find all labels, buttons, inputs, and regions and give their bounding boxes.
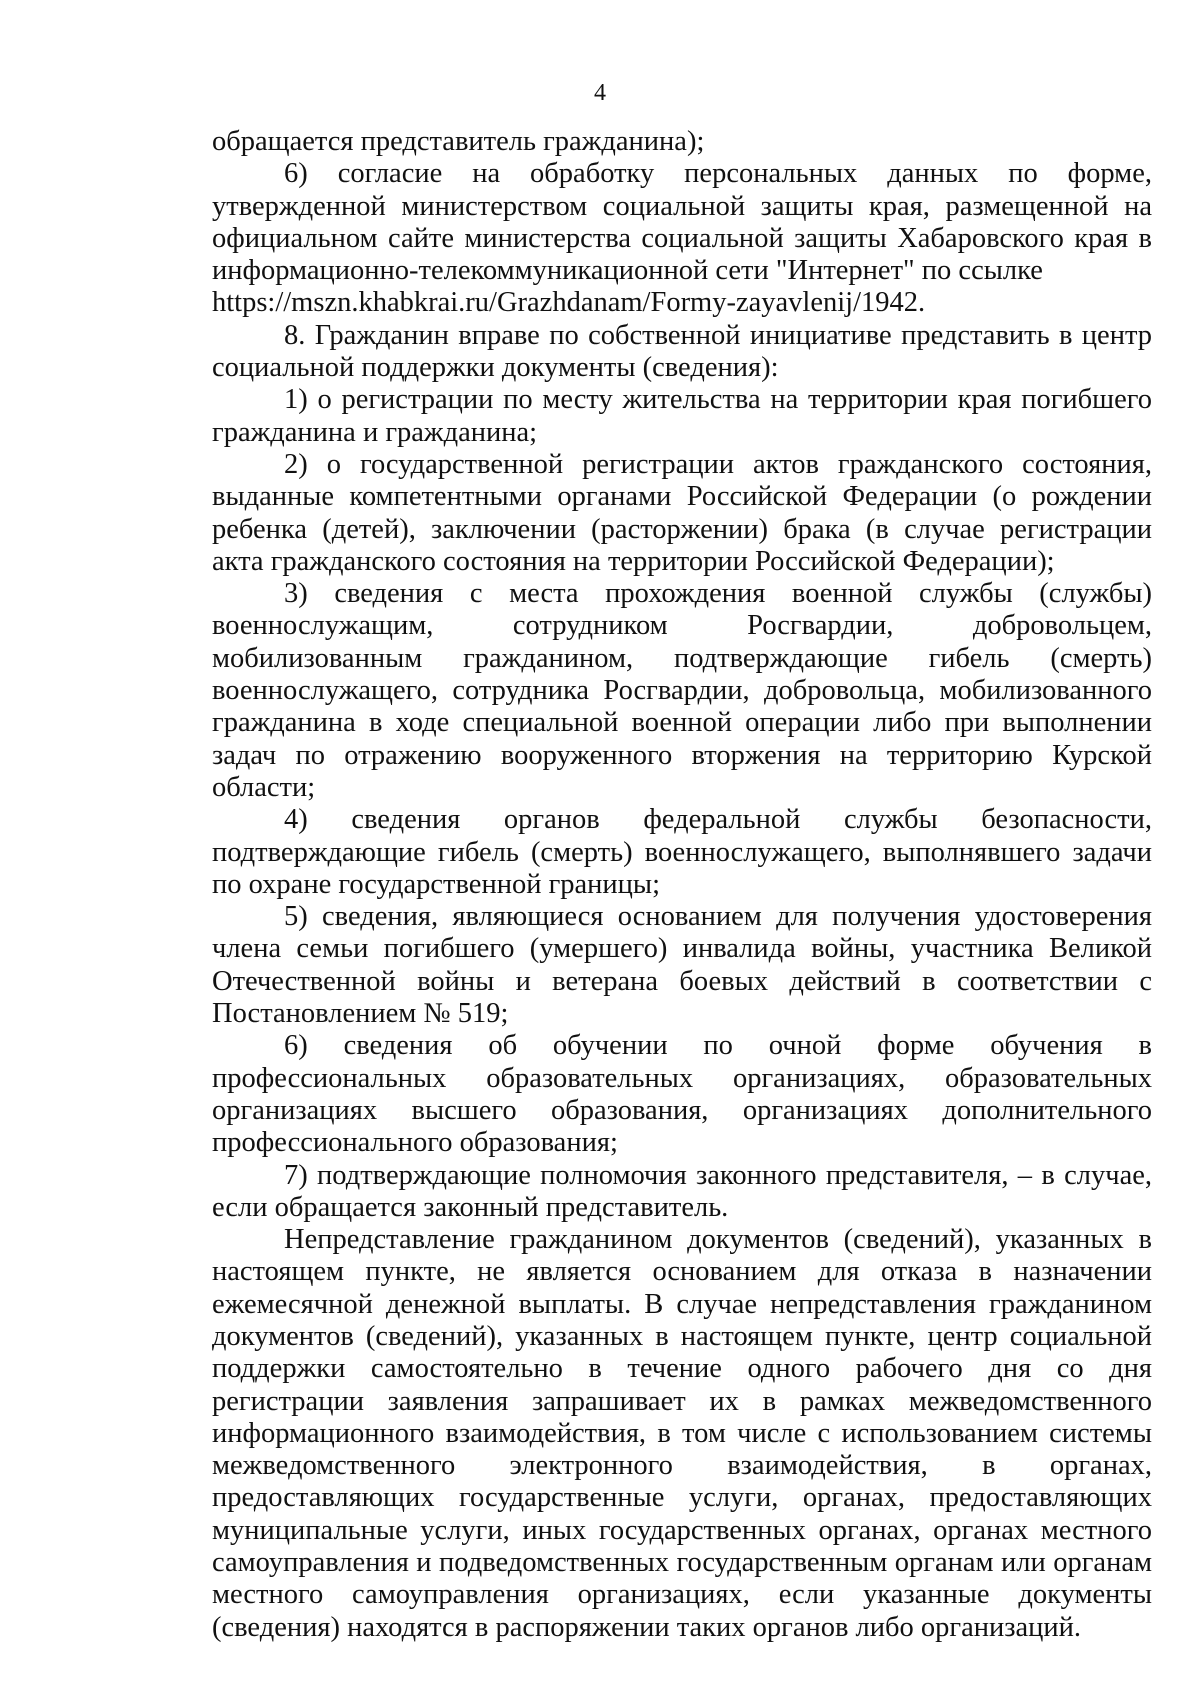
list-item-7-representative: 7) подтверждающие полномочия законного представителя, – в случае, если обращается законный представитель. [212,1159,1152,1223]
list-item-3-service-records: 3) сведения с места прохождения военной службы (службы) военнослужащим, сотрудником Росгвардии, добровольцем, мобилизованным гражданином, подтверждающие гибель (смерть) военнослужащего, сотрудника Росгвардии, добровольца, мобилизованного гражданина в ходе специальной военной операции либо при выполнении задач по отражению вооруженного вторжения на территорию Курской области; [212,578,1152,803]
list-item-6-consent: 6) согласие на обработку персональных данных по форме, утвержденной министерством социальной защиты края, размещенной на официальном сайте министерства социальной защиты Хабаровского края в информационно-телекоммуникационной сети "Интернет" по ссылке [212,158,1152,287]
list-item-5-certificate-basis: 5) сведения, являющиеся основанием для получения удостоверения члена семьи погибшего (умершего) инвалида войны, участника Великой Отечественной войны и ветерана боевых действий в соответствии с Постановлением № 519; [212,901,1152,1030]
list-item-2-civil-acts: 2) о государственной регистрации актов гражданского состояния, выданные компетентными органами Российской Федерации (о рождении ребенка (детей), заключении (расторжении) брака (в случае регистрации акта гражданского состояния на территории Российской Федерации); [212,448,1152,577]
list-item-1-registration: 1) о регистрации по месту жительства на территории края погибшего гражданина и гражданина; [212,384,1152,448]
paragraph-continuation: обращается представитель гражданина); [212,126,705,157]
closing-paragraph: Непредставление гражданином документов (сведений), указанных в настоящем пункте, не является основанием для отказа в назначении ежемесячной денежной выплаты. В случае непредставления гражданином документов (сведений), указанных в настоящем пункте, центр социальной поддержки самостоятельно в течение одного рабочего дня со дня регистрации заявления запрашивает их в рамках межведомственного информационного взаимодействия, в том числе с использованием системы межведомственного электронного взаимодействия, в органах, предоставляющих государственные услуги, органах, предоставляющих муниципальные услуги, иных государственных органах, органах местного самоуправления и подведомственных государственным органам или органам местного самоуправления организациях, если указанные документы (сведения) находятся в распоряжении таких органов либо организаций. [212,1224,1152,1643]
page-number: 4 [594,80,606,106]
document-body [212,126,1152,1644]
list-item-6-education: 6) сведения об обучении по очной форме обучения в профессиональных образовательных организациях, образовательных организациях высшего образования, организациях дополнительного профессионального образования; [212,1030,1152,1159]
list-item-4-fsb-records: 4) сведения органов федеральной службы безопасности, подтверждающие гибель (смерть) военнослужащего, выполнявшего задачи по охране государственной границы; [212,804,1152,900]
clause-8-heading: 8. Гражданин вправе по собственной инициативе представить в центр социальной поддержки документы (сведения): [212,319,1152,384]
consent-form-url: https://mszn.khabkrai.ru/Grazhdanam/Formy-zayavlenij/1942. [212,287,926,319]
